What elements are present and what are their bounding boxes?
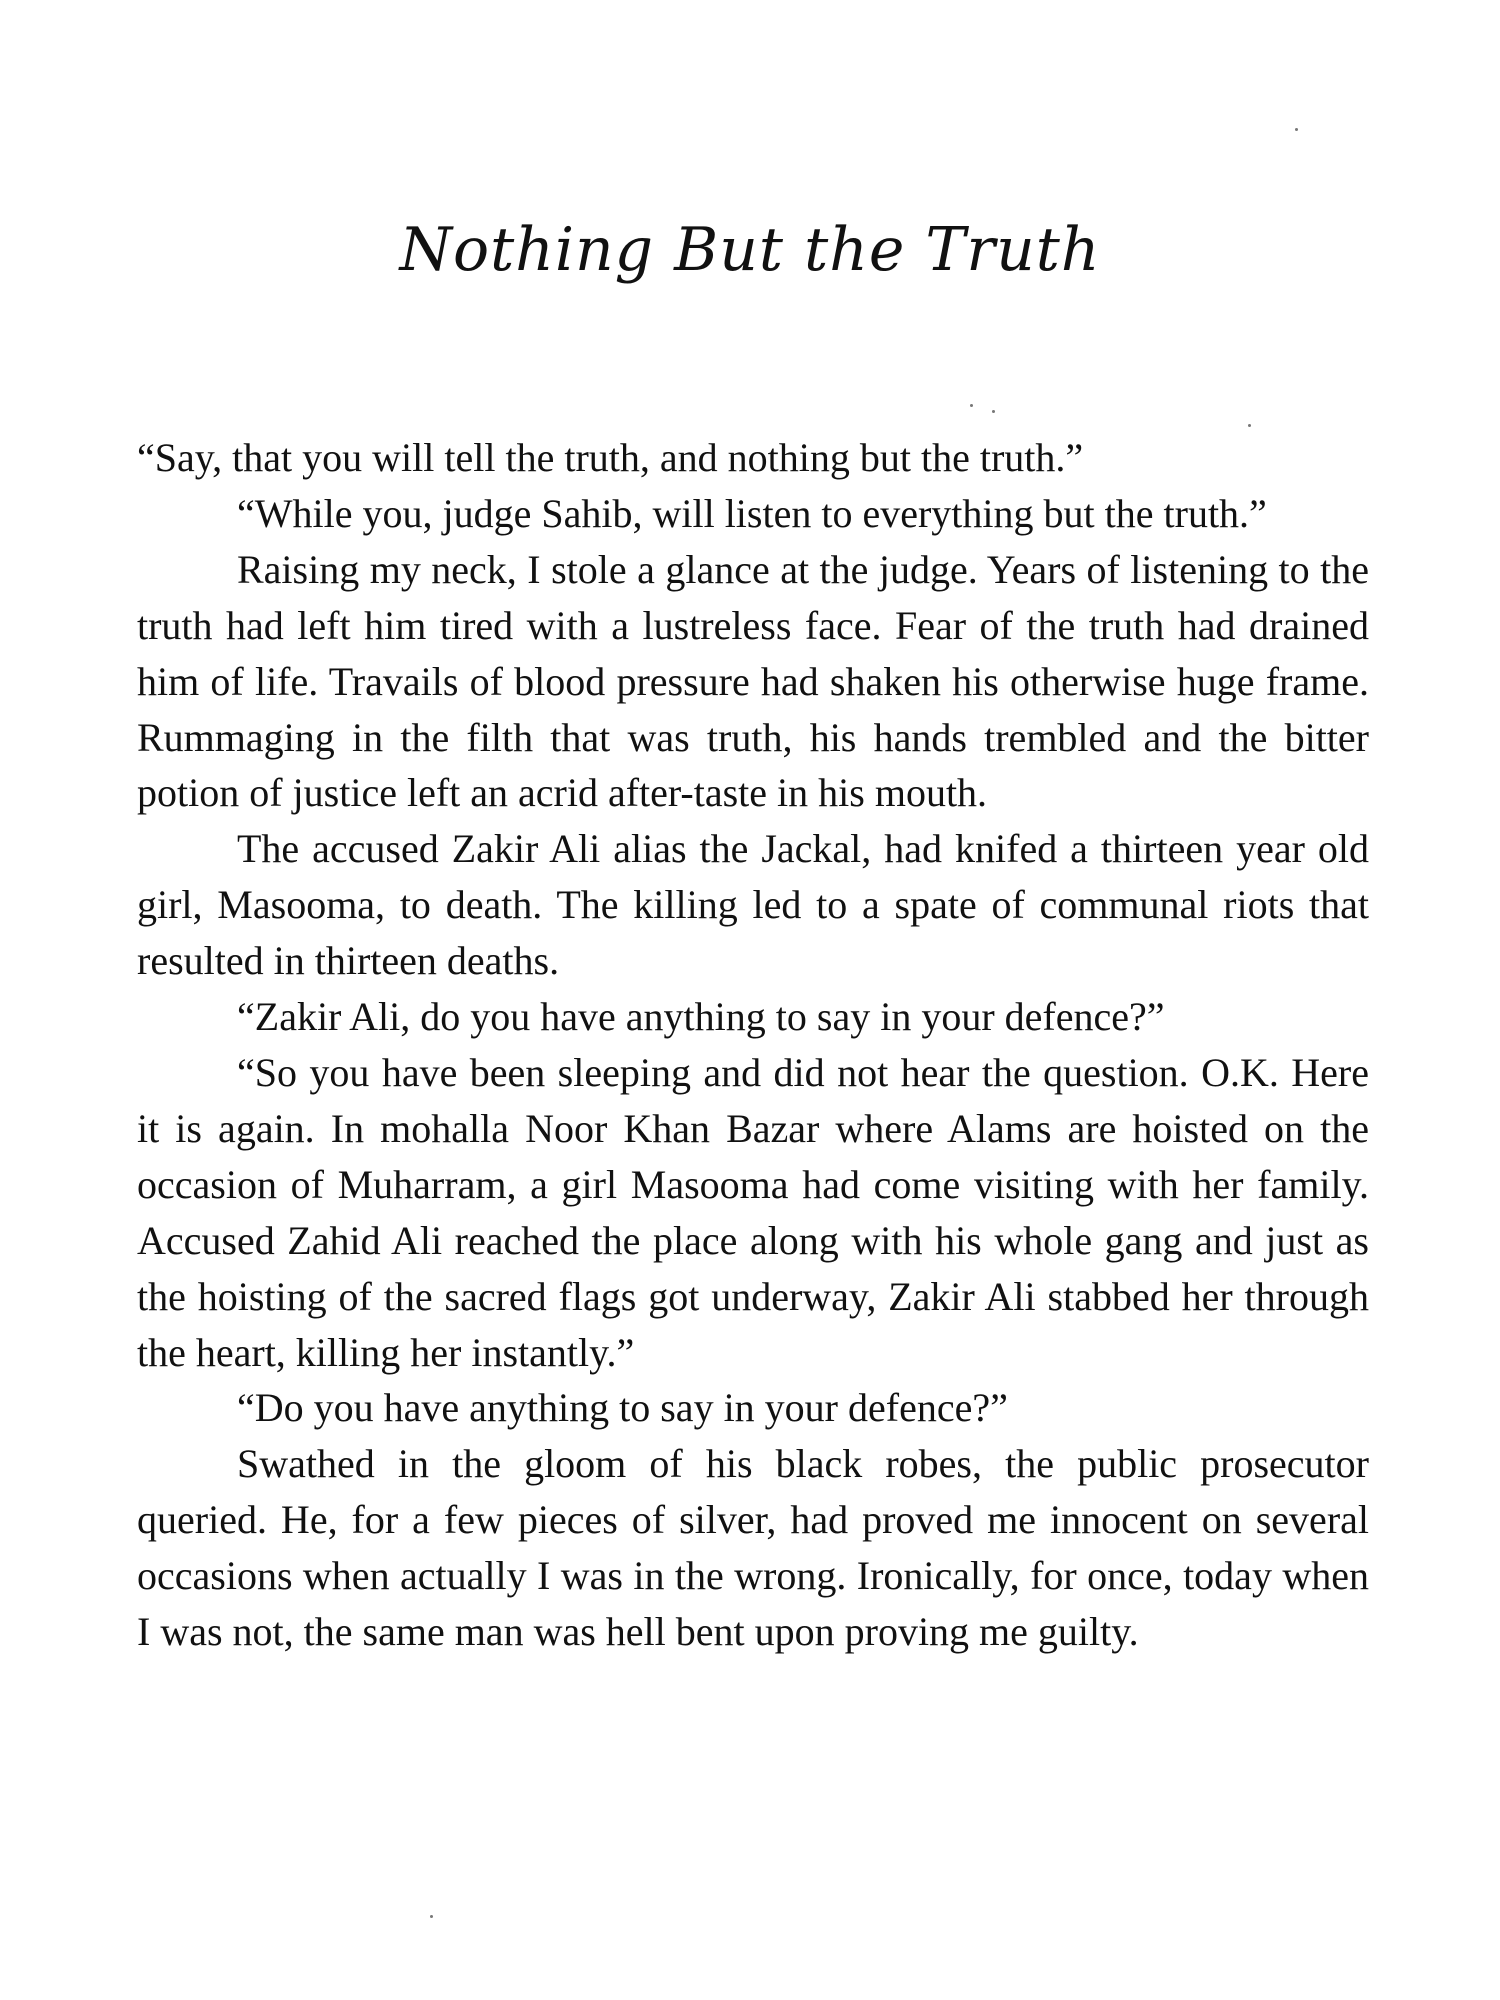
- paragraph-reply: “While you, judge Sahib, will listen to everything but the truth.”: [237, 490, 1267, 536]
- paragraph-defence-question-repeat: “Do you have anything to say in your defence?”: [237, 1385, 1008, 1431]
- paragraph-charge: “So you have been sleeping and did not hear the question. O.K. Here it is again. In mohalla Noor Khan Bazar where Alams are hoisted on the occasion of Muharram, a girl Masooma had come visiting with her family. Accused Zahid Ali reached the place along with his whole gang and just as the hoisting of the sacred flags got underway, Zakir Ali stabbed her through the heart, killing her instantly.”: [137, 1049, 1369, 1375]
- paragraph-prosecutor: Swathed in the gloom of his black robes, the public prosecutor queried. He, for a few pieces of silver, had proved me innocent on several occasions when actually I was in the wrong. Ironically, for once, today when I was not, the same man was hell bent upon proving me guilty.: [137, 1441, 1369, 1655]
- paragraph-judge: Raising my neck, I stole a glance at the judge. Years of listening to the truth had left him tired with a lustreless face. Fear of the truth had drained him of life. Travails of blood pressure had shaken his otherwise huge frame. Rummaging in the filth that was truth, his hands trembled and the bitter potion of justice left an acrid after-taste in his mouth.: [137, 546, 1369, 816]
- scan-speck: [1248, 424, 1251, 427]
- paragraph-oath: “Say, that you will tell the truth, and nothing but the truth.”: [137, 435, 1084, 480]
- paragraph-defence-question: “Zakir Ali, do you have anything to say in your defence?”: [237, 994, 1165, 1040]
- scan-speck: [970, 404, 973, 407]
- scan-speck: [992, 410, 995, 413]
- paragraph-accused: The accused Zakir Ali alias the Jackal, had knifed a thirteen year old girl, Masooma, to death. The killing led to a spate of communal riots that resulted in thirteen deaths.: [137, 826, 1369, 984]
- scan-speck: [1295, 128, 1298, 131]
- story-title: Nothing But the Truth: [399, 215, 1101, 285]
- scan-speck: [430, 1915, 433, 1918]
- story-body: [137, 430, 1369, 1660]
